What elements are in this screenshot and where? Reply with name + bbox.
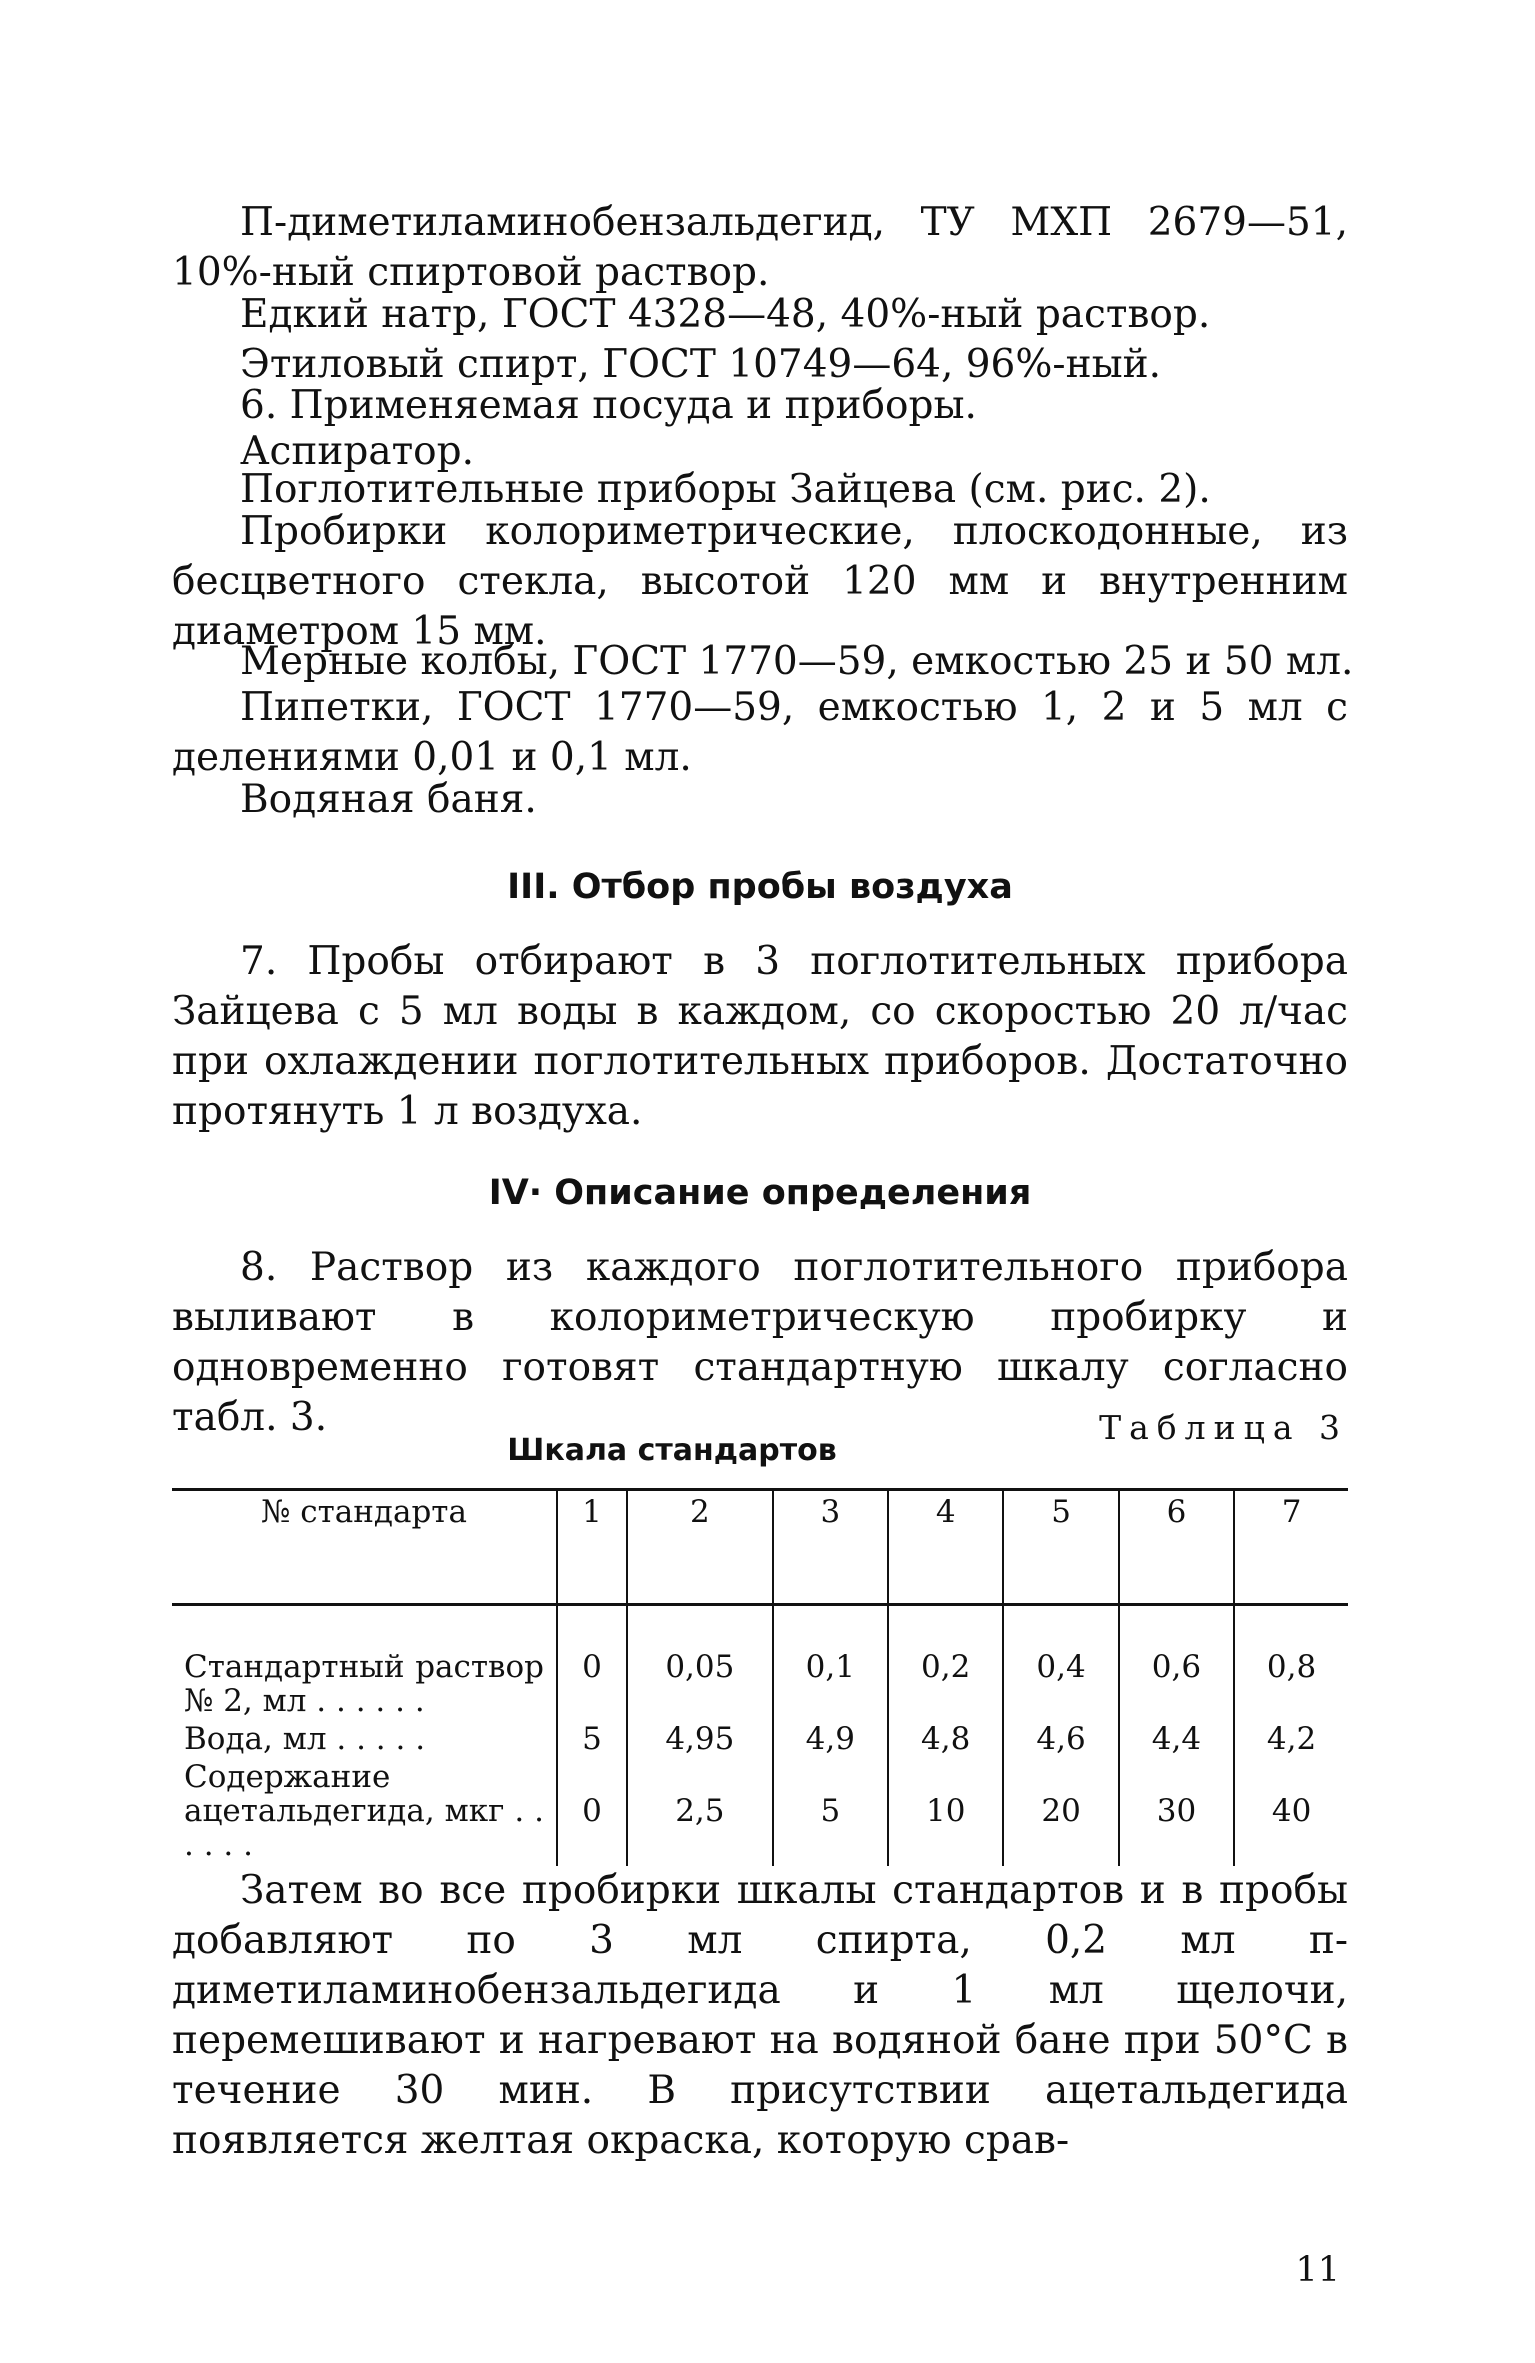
table-cell: 0,6 — [1119, 1605, 1234, 1723]
header-col-2: 2 — [627, 1490, 773, 1605]
header-col-3: 3 — [773, 1490, 888, 1605]
table-cell: 0,1 — [773, 1605, 888, 1723]
table-row — [172, 1760, 1348, 1866]
page-number: 11 — [1295, 2250, 1340, 2290]
item-absorbers: Поглотительные приборы Зайцева (см. рис. 2). — [240, 467, 1211, 512]
section-3-heading: III. Отбор пробы воздуха — [507, 867, 1013, 907]
standards-table — [172, 1488, 1348, 1866]
table-cell: 4,4 — [1119, 1722, 1234, 1760]
table-cell: 0,05 — [627, 1605, 773, 1723]
table-header-row — [172, 1490, 1348, 1605]
table-row — [172, 1722, 1348, 1760]
row-label-acetaldehyde-content: Содержание ацетальдегида, мкг . . . . . . — [184, 1759, 544, 1863]
table-cell: 4,8 — [888, 1722, 1003, 1760]
table-label: Таблица 3 — [1099, 1408, 1348, 1447]
header-col-7: 7 — [1234, 1490, 1348, 1605]
table-cell: 0,8 — [1234, 1605, 1348, 1723]
table-cell: 0,4 — [1003, 1605, 1118, 1723]
table-title: Шкала стандартов — [507, 1433, 837, 1468]
header-col-5: 5 — [1003, 1490, 1118, 1605]
section-6-title: 6. Применяемая посуда и приборы. — [240, 383, 977, 428]
table-row — [172, 1605, 1348, 1723]
reagent-ethanol: Этиловый спирт, ГОСТ 10749—64, 96%-ный. — [240, 342, 1162, 387]
reagent-sodium-hydroxide: Едкий натр, ГОСТ 4328—48, 40%-ный раствор. — [240, 292, 1211, 337]
table-cell: 0 — [557, 1605, 627, 1723]
item-aspirator: Аспиратор. — [240, 429, 474, 474]
item-water-bath: Водяная баня. — [240, 777, 537, 822]
table-cell: 2,5 — [627, 1760, 773, 1866]
table-cell: 0 — [557, 1760, 627, 1866]
header-col-1: 1 — [557, 1490, 627, 1605]
table-cell: 5 — [773, 1760, 888, 1866]
table-cell: 5 — [557, 1722, 627, 1760]
table-cell: 4,95 — [627, 1722, 773, 1760]
table-cell: 4,6 — [1003, 1722, 1118, 1760]
table-cell: 20 — [1003, 1760, 1118, 1866]
row-label-standard-solution: Стандартный раствор № 2, мл . . . . . . — [184, 1649, 544, 1719]
section-4-heading: IV· Описание определения — [488, 1173, 1032, 1213]
table-cell: 0,2 — [888, 1605, 1003, 1723]
header-col-4: 4 — [888, 1490, 1003, 1605]
item-pipettes: Пипетки, ГОСТ 1770—59, емкостью 1, 2 и 5 мл с делениями 0,01 и 0,1 мл. — [172, 685, 1348, 780]
table-cell: 30 — [1119, 1760, 1234, 1866]
table-cell: 10 — [888, 1760, 1003, 1866]
table-cell: 4,9 — [773, 1722, 888, 1760]
section-4-text: 8. Раствор из каждого поглотительного прибора выливают в колориметрическую пробирку и одновременно готовят стандартную шкалу согласно табл. 3. — [172, 1245, 1348, 1440]
item-volumetric-flasks: Мерные колбы, ГОСТ 1770—59, емкостью 25 и 50 мл. — [240, 639, 1354, 684]
row-label-water: Вода, мл . . . . . — [184, 1721, 426, 1757]
section-3-text: 7. Пробы отбирают в 3 поглотительных прибора Зайцева с 5 мл воды в каждом, со скоростью 20 л/час при охлаждении поглотительных приборов. Достаточно протянуть 1 л воздуха. — [172, 939, 1348, 1134]
table-cell: 4,2 — [1234, 1722, 1348, 1760]
table-cell: 40 — [1234, 1760, 1348, 1866]
closing-paragraph: Затем во все пробирки шкалы стандартов и в пробы добавляют по 3 мл спирта, 0,2 мл п-диметиламинобензальдегида и 1 мл щелочи, перемешивают и нагревают на водяной бане при 50°С в течение 30 мин. В присутствии ацетальдегида появляется желтая окраска, которую срав- — [172, 1868, 1348, 2163]
header-col-6: 6 — [1119, 1490, 1234, 1605]
reagent-dimethylaminobenzaldehyde: П-диметиламинобензальдегид, ТУ МХП 2679—51, 10%-ный спиртовой раствор. — [172, 200, 1348, 295]
item-test-tubes: Пробирки колориметрические, плоскодонные, из бесцветного стекла, высотой 120 мм и внутренним диаметром 15 мм. — [172, 509, 1348, 654]
header-standard-number: № стандарта — [172, 1490, 557, 1605]
